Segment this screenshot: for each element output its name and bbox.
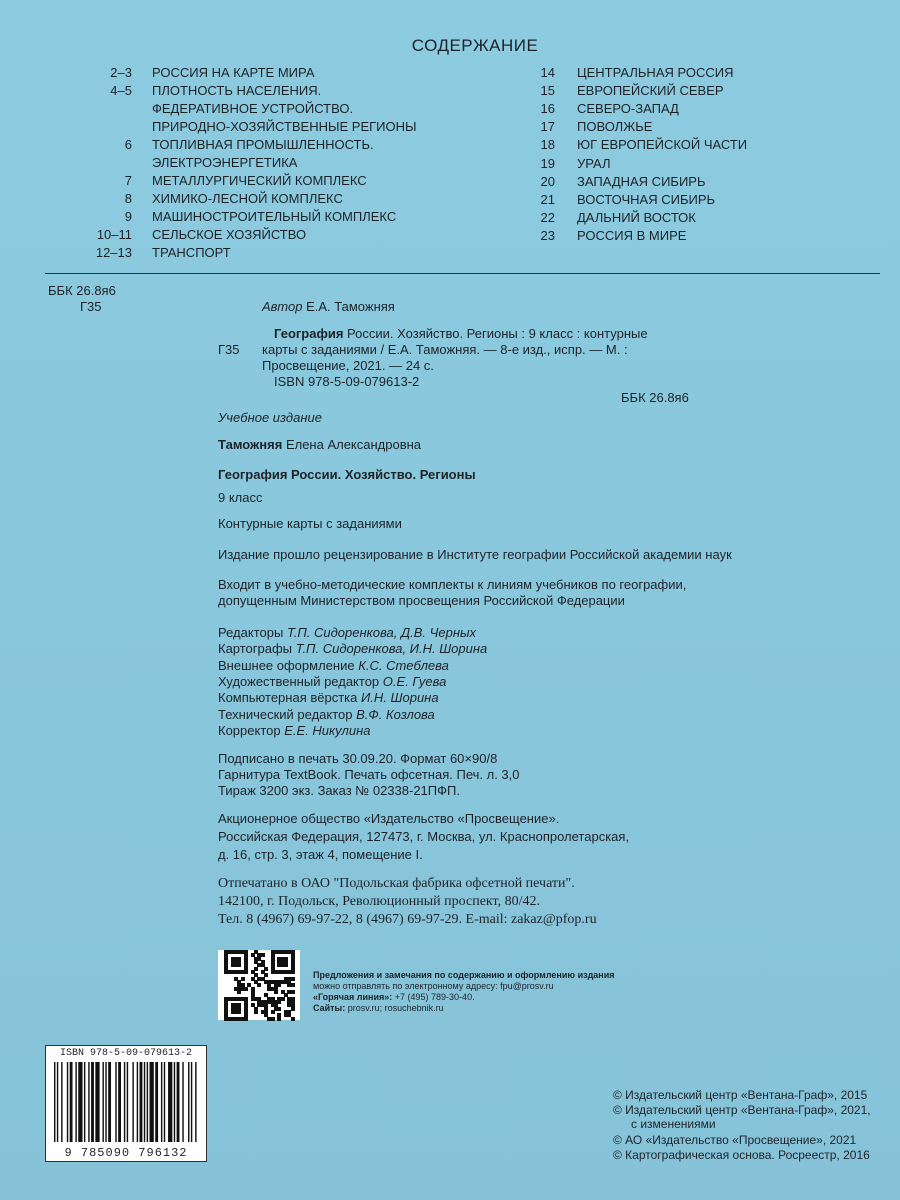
copyright-line: © Издательский центр «Вентана-Граф», 2015 xyxy=(613,1088,868,1102)
toc-entry: МАШИНОСТРОИТЕЛЬНЫЙ КОМПЛЕКС xyxy=(152,209,397,224)
print-info-line: Подписано в печать 30.09.20. Формат 60×90/8 xyxy=(218,751,498,766)
barcode-bar xyxy=(54,1062,55,1142)
author-given: Елена Александровна xyxy=(285,437,422,452)
feedback-line-1: Предложения и замечания по содержанию и оформлению издания xyxy=(313,970,615,980)
barcode-bar xyxy=(70,1062,73,1142)
toc-title: СОДЕРЖАНИЕ xyxy=(411,36,539,55)
isbn-barcode xyxy=(45,1045,207,1162)
subtitle: Контурные карты с заданиями xyxy=(218,516,402,531)
toc-entry: РОССИЯ В МИРЕ xyxy=(577,227,687,243)
toc-entry: ПРИРОДНО-ХОЗЯЙСТВЕННЫЕ РЕГИОНЫ xyxy=(152,119,417,134)
barcode-bar xyxy=(195,1062,196,1142)
feedback-sites xyxy=(313,1003,444,1013)
toc-page-number: 10–11 xyxy=(96,227,132,242)
toc-page-number: 22 xyxy=(540,209,555,225)
credit-role: Внешнее оформление xyxy=(218,657,355,673)
barcode-isbn: ISBN 978-5-09-079613-2 xyxy=(59,1048,193,1059)
toc-page-number: 21 xyxy=(540,191,555,207)
toc-page-number: 23 xyxy=(540,227,555,243)
credit-role: Компьютерная вёрстка xyxy=(218,690,358,706)
credit-role: Редакторы xyxy=(218,625,284,640)
qr-code xyxy=(218,950,300,1020)
bbk-code-top: ББК 26.8я6 xyxy=(48,283,116,298)
toc-entry: ЕВРОПЕЙСКИЙ СЕВЕР xyxy=(577,83,724,99)
printer-line: Тел. 8 (4967) 69-97-22, 8 (4967) 69-97-29. E-mail: zakaz@pfop.ru xyxy=(218,912,597,927)
barcode-bar xyxy=(75,1062,76,1142)
barcode-bar xyxy=(102,1062,103,1142)
barcode-bar xyxy=(95,1062,99,1142)
toc-page-number: 15 xyxy=(540,83,555,99)
toc-page-number: 16 xyxy=(540,101,555,117)
credit-line xyxy=(218,658,449,673)
printer-line: Отпечатано в ОАО "Подольская фабрика офсетной печати". xyxy=(218,876,575,891)
barcode-bar xyxy=(132,1062,133,1142)
credit-role: Картографы xyxy=(218,641,293,657)
feedback-hotline xyxy=(313,992,475,1002)
toc-entry: ХИМИКО-ЛЕСНОЙ КОМПЛЕКС xyxy=(152,191,343,206)
toc-page-number: 4–5 xyxy=(110,83,132,98)
barcode-bar xyxy=(88,1062,89,1142)
toc-page-number: 6 xyxy=(124,137,132,152)
toc-page-number: 12–13 xyxy=(95,245,132,260)
credit-names: Т.П. Сидоренкова, Д.В. Черных xyxy=(286,625,477,640)
author-label: Автор xyxy=(262,299,303,314)
barcode-bar xyxy=(164,1062,165,1142)
barcode-bar xyxy=(78,1062,82,1142)
barcode-bar xyxy=(168,1062,172,1142)
barcode-bar xyxy=(105,1062,106,1142)
review-note: Издание прошло рецензирование в Институте географии Российской академии наук xyxy=(218,547,732,562)
bbk-code-right: ББК 26.8я6 xyxy=(621,390,689,405)
barcode-bars xyxy=(54,1062,198,1142)
credit-names: Т.П. Сидоренкова, И.Н. Шорина xyxy=(295,641,488,657)
author-name: Е.А. Таможняя xyxy=(306,299,395,314)
toc-entry: ПЛОТНОСТЬ НАСЕЛЕНИЯ. xyxy=(152,83,322,98)
biblio-line-1 xyxy=(274,326,648,341)
biblio-title-bold: География xyxy=(274,326,344,341)
credit-line xyxy=(218,674,446,689)
barcode-bar xyxy=(161,1062,162,1142)
barcode-bar xyxy=(84,1062,85,1142)
toc-page-number: 8 xyxy=(124,191,132,206)
barcode-bar xyxy=(174,1062,175,1142)
credit-names: К.С. Стеблева xyxy=(358,657,449,673)
barcode-bar xyxy=(67,1062,68,1142)
credit-line xyxy=(218,690,439,705)
printer-line: 142100, г. Подольск, Революционный проспект, 80/42. xyxy=(218,894,540,909)
barcode-bar xyxy=(91,1062,94,1142)
credit-role: Технический редактор xyxy=(218,706,353,722)
toc-page-number: 19 xyxy=(540,155,555,171)
publisher-line: д. 16, стр. 3, этаж 4, помещение I. xyxy=(218,847,423,862)
barcode-bar xyxy=(137,1062,138,1142)
barcode-bar xyxy=(144,1062,145,1142)
toc-entry: СЕЛЬСКОЕ ХОЗЯЙСТВО xyxy=(152,227,307,242)
kit-note-2: допущенным Министерством просвещения Российской Федерации xyxy=(218,593,625,608)
barcode-bar xyxy=(115,1062,116,1142)
toc-entry: ЮГ ЕВРОПЕЙСКОЙ ЧАСТИ xyxy=(577,137,748,153)
toc-entry: ЦЕНТРАЛЬНАЯ РОССИЯ xyxy=(577,65,734,80)
credit-line xyxy=(218,641,487,656)
author-line xyxy=(262,299,395,314)
credit-line xyxy=(218,707,435,722)
publisher-line: Российская Федерация, 127473, г. Москва, ул. Краснопролетарская, xyxy=(218,829,630,844)
edition-label: Учебное издание xyxy=(218,410,322,425)
barcode-bar xyxy=(155,1062,158,1142)
barcode-bar xyxy=(182,1062,183,1142)
sites-list: prosv.ru; rosuchebnik.ru xyxy=(347,1003,444,1013)
toc-page-number: 18 xyxy=(540,137,555,153)
g35-code-side: Г35 xyxy=(218,342,240,357)
toc-entry: ЗАПАДНАЯ СИБИРЬ xyxy=(577,173,706,189)
toc-entry: ДАЛЬНИЙ ВОСТОК xyxy=(577,209,696,225)
g35-code-top: Г35 xyxy=(80,299,102,314)
barcode-bar xyxy=(147,1062,148,1142)
barcode-bar xyxy=(118,1062,121,1142)
biblio-title-rest: России. Хозяйство. Регионы : 9 класс : контурные xyxy=(347,326,648,341)
toc-page-number: 9 xyxy=(124,209,132,224)
toc-entry: ТРАНСПОРТ xyxy=(152,245,231,260)
barcode-bar xyxy=(191,1062,192,1142)
print-info-line: Гарнитура TextBook. Печать офсетная. Печ. л. 3,0 xyxy=(218,767,520,782)
barcode-bar xyxy=(177,1062,180,1142)
barcode-bar xyxy=(57,1062,58,1142)
divider-line xyxy=(45,273,880,274)
barcode-bar xyxy=(140,1062,143,1142)
toc-entry: ТОПЛИВНАЯ ПРОМЫШЛЕННОСТЬ. xyxy=(152,137,374,152)
toc-page-number: 2–3 xyxy=(110,65,132,80)
hotline-label: «Горячая линия»: xyxy=(313,992,393,1002)
toc-entry: МЕТАЛЛУРГИЧЕСКИЙ КОМПЛЕКС xyxy=(152,173,367,188)
barcode-bar xyxy=(188,1062,189,1142)
barcode-bar xyxy=(127,1062,128,1142)
publisher-line: Акционерное общество «Издательство «Просвещение». xyxy=(218,811,560,826)
barcode-bar xyxy=(124,1062,125,1142)
toc-entry: СЕВЕРО-ЗАПАД xyxy=(577,101,679,117)
sites-label: Сайты: xyxy=(313,1003,346,1013)
toc-page-number: 14 xyxy=(540,65,555,80)
toc-entry: УРАЛ xyxy=(577,155,611,171)
book-title: География России. Хозяйство. Регионы xyxy=(218,467,476,482)
biblio-line-2: карты с заданиями / Е.А. Таможняя. — 8-е изд., испр. — М. : xyxy=(262,342,628,357)
credit-line xyxy=(218,723,370,738)
barcode-digits: 9 785090 796132 xyxy=(64,1146,188,1160)
barcode-bar xyxy=(150,1062,154,1142)
barcode-bar xyxy=(108,1062,111,1142)
copyright-line: © АО «Издательство «Просвещение», 2021 xyxy=(613,1133,857,1147)
author-surname: Таможняя xyxy=(218,437,283,452)
barcode-bar xyxy=(61,1062,62,1142)
print-info-line: Тираж 3200 экз. Заказ № 02338-21ПФП. xyxy=(218,783,460,798)
toc-entry: ВОСТОЧНАЯ СИБИРЬ xyxy=(577,191,716,207)
biblio-isbn: ISBN 978-5-09-079613-2 xyxy=(274,374,420,389)
toc-entry: РОССИЯ НА КАРТЕ МИРА xyxy=(152,65,315,80)
toc-page-number: 17 xyxy=(540,119,555,135)
credit-role: Художественный редактор xyxy=(218,673,380,689)
toc-entry: ФЕДЕРАТИВНОЕ УСТРОЙСТВО. xyxy=(152,101,354,116)
toc-entry: ЭЛЕКТРОЭНЕРГЕТИКА xyxy=(152,155,298,170)
copyright-line: © Издательский центр «Вентана-Граф», 2021, xyxy=(613,1103,871,1117)
credit-line xyxy=(218,625,476,640)
toc-entry: ПОВОЛЖЬЕ xyxy=(577,119,653,135)
hotline-number: +7 (495) 789-30-40. xyxy=(394,992,475,1002)
credit-names: И.Н. Шорина xyxy=(361,690,439,706)
grade: 9 класс xyxy=(218,490,263,505)
credit-names: Е.Е. Никулина xyxy=(284,722,371,738)
copyright-line: с изменениями xyxy=(631,1117,716,1131)
kit-note-1: Входит в учебно-методические комплекты к линиям учебников по географии, xyxy=(218,577,687,592)
credit-names: В.Ф. Козлова xyxy=(356,706,435,722)
feedback-line-2: можно отправлять по электронному адресу: fpu@prosv.ru xyxy=(313,981,554,991)
credit-names: О.Е. Гуева xyxy=(382,673,447,689)
biblio-line-3: Просвещение, 2021. — 24 с. xyxy=(262,358,434,373)
copyright-line: © Картографическая основа. Росреестр, 2016 xyxy=(613,1148,870,1162)
edition-author xyxy=(218,437,421,452)
toc-page-number: 7 xyxy=(124,173,132,188)
toc-page-number: 20 xyxy=(540,173,555,189)
credit-role: Корректор xyxy=(218,722,281,738)
